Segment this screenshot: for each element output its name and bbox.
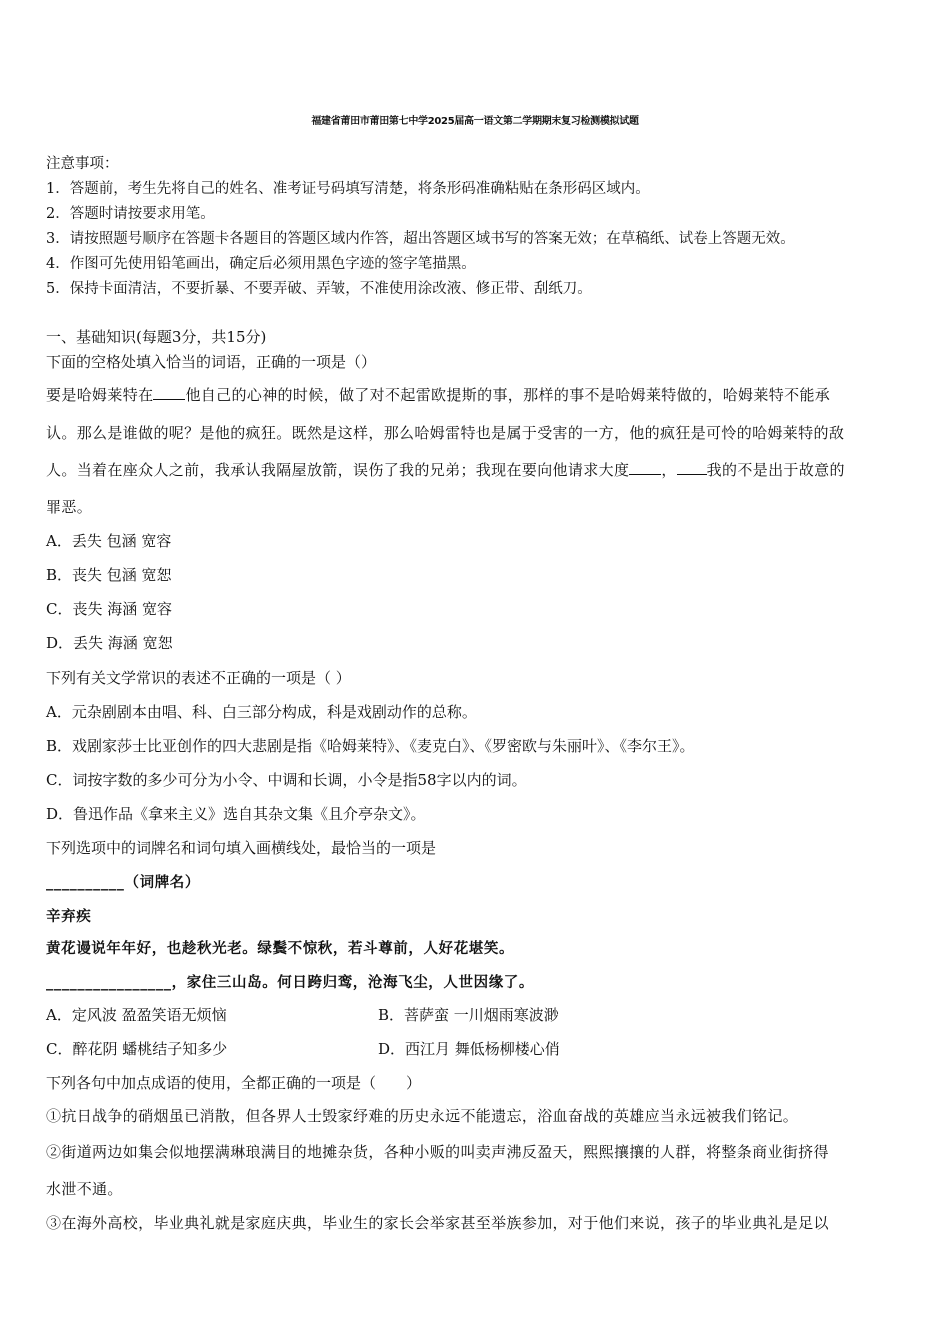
question-1-stem: 下面的空格处填入恰当的词语，正确的一项是（） bbox=[46, 353, 377, 371]
option-b: B．戏剧家莎士比亚创作的四大悲剧是指《哈姆莱特》、《麦克白》、《罗密欧与朱丽叶》、《李尔王》。 bbox=[46, 737, 695, 755]
option-a: A．元杂剧剧本由唱、科、白三部分构成，科是戏剧动作的总称。 bbox=[46, 703, 477, 721]
option-b: B．菩萨蛮 一川烟雨寒波渺 bbox=[378, 1006, 559, 1024]
poem-line: 黄花谩说年年好，也趁秋光老。绿鬓不惊秋，若斗尊前，人好花堪笑。 bbox=[46, 940, 515, 957]
option-c: C．醉花阴 蟠桃结子知多少 bbox=[46, 1040, 228, 1058]
question-4-stem: 下列各句中加点成语的使用，全都正确的一项是（ ） bbox=[46, 1074, 422, 1092]
fill-blank bbox=[629, 472, 661, 475]
fill-blank bbox=[153, 397, 185, 400]
note-item: 3．请按照题号顺序在答题卡各题目的答题区域内作答，超出答题区域书写的答案无效；在草稿纸、试卷上答题无效。 bbox=[46, 231, 795, 247]
note-item: 1．答题前，考生先将自己的姓名、准考证号码填写清楚，将条形码准确粘贴在条形码区域内。 bbox=[46, 181, 650, 197]
note-item: 5．保持卡面清洁，不要折暴、不要弄破、弄皱，不准使用涂改液、修正带、刮纸刀。 bbox=[46, 281, 592, 297]
option-a: A．定风波 盈盈笑语无烦恼 bbox=[46, 1006, 227, 1024]
sentence-1: ①抗日战争的硝烟虽已消散，但各界人士毁家纾难的历史永远不能遗忘，浴血奋战的英雄应当永远被我们铭记。 bbox=[46, 1107, 799, 1125]
page-title: 福建省莆田市莆田第七中学2025届高一语文第二学期期末复习检测模拟试题 bbox=[311, 116, 639, 127]
section-heading: 一、基础知识(每题3分，共15分) bbox=[46, 328, 267, 346]
sentence-2: ②街道两边如集会似地摆满琳琅满目的地摊杂货，各种小贩的叫卖声沸反盈天，熙熙攘攘的人群，将整条商业街挤得 bbox=[46, 1143, 829, 1161]
option-d: D．西江月 舞低杨柳楼心俏 bbox=[378, 1040, 560, 1058]
question-3-stem: 下列选项中的词牌名和词句填入画横线处，最恰当的一项是 bbox=[46, 839, 437, 857]
poem-author: 辛弃疾 bbox=[46, 908, 92, 925]
note-item: 2．答题时请按要求用笔。 bbox=[46, 206, 215, 222]
option-a: A．丢失 包涵 宽容 bbox=[46, 532, 172, 550]
passage-line: 认。那么是谁做的呢？是他的疯狂。既然是这样，那么哈姆雷特也是属于受害的一方，他的疯狂是可怜的哈姆莱特的敌 bbox=[46, 424, 845, 442]
option-d: D．丢失 海涵 宽恕 bbox=[46, 634, 173, 652]
option-d: D．鲁迅作品《拿来主义》选自其杂文集《且介亭杂文》。 bbox=[46, 805, 426, 823]
question-2-stem: 下列有关文学常识的表述不正确的一项是（ ） bbox=[46, 669, 351, 687]
sentence-3: ③在海外高校，毕业典礼就是家庭庆典，毕业生的家长会举家甚至举族参加，对于他们来说，孩子的毕业典礼是足以 bbox=[46, 1214, 829, 1232]
passage-line: 要是哈姆莱特在 他自己的心神的时候，做了对不起雷欧提斯的事，那样的事不是哈姆莱特做的，哈姆莱特不能承 bbox=[46, 386, 831, 404]
sentence-2-cont: 水泄不通。 bbox=[46, 1180, 123, 1198]
note-item: 4．作图可先使用铅笔画出，确定后必须用黑色字迹的签字笔描黑。 bbox=[46, 256, 476, 272]
option-c: C．词按字数的多少可分为小令、中调和长调，小令是指58字以内的词。 bbox=[46, 771, 527, 789]
poem-line: ________________，家住三山岛。何日跨归鸾，沧海飞尘，人世因缘了。 bbox=[46, 974, 534, 991]
option-c: C．丧失 海涵 宽容 bbox=[46, 600, 173, 618]
option-b: B．丧失 包涵 宽恕 bbox=[46, 566, 172, 584]
fill-blank bbox=[677, 472, 707, 475]
passage-line: 人。当着在座众人之前，我承认我隔屋放箭，误伤了我的兄弟；我现在要向他请求大度 ， 我的不是出于故意的 bbox=[46, 461, 845, 479]
cipai-blank-line: __________（词牌名） bbox=[46, 874, 200, 891]
notes-heading: 注意事项： bbox=[46, 156, 119, 172]
passage-line: 罪恶。 bbox=[46, 498, 93, 516]
